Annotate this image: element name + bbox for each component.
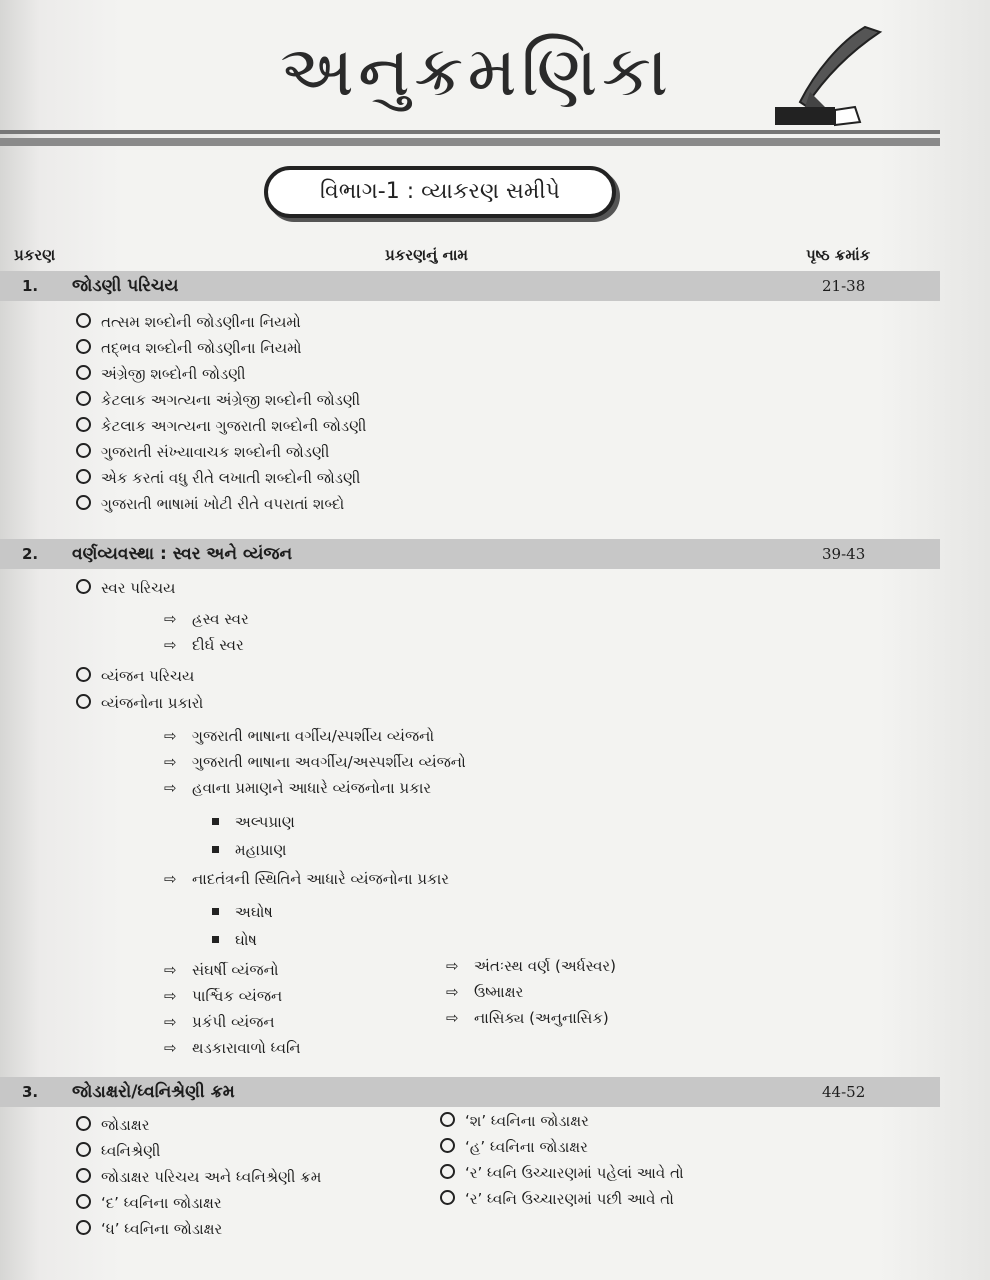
section-title: વર્ણવ્યવસ્થા : સ્વર અને વ્યંજન [72,544,293,564]
list-item: ગુજરાતી સંખ્યાવાચક શબ્દોની જોડણી [76,443,329,461]
circle-bullet-icon [440,1164,455,1179]
sub-sub-item: અઘોષ [212,903,273,921]
sub-item: ⇨ ઉષ્માક્ષર [446,983,524,1001]
circle-bullet-icon [76,694,91,709]
section-header [0,1077,940,1107]
sub-item: ⇨ થડકારાવાળો ધ્વનિ [164,1039,301,1057]
arrow-bullet-icon: ⇨ [164,610,177,628]
list-item: જોડાક્ષર [76,1116,150,1134]
section-title: જોડણી પરિચય [72,276,179,296]
arrow-bullet-icon: ⇨ [164,636,177,654]
square-bullet-icon [212,936,219,943]
column-header-chapter-name: પ્રકરણનું નામ [385,246,468,264]
division-label: વિભાગ-1 : વ્યાકરણ સમીપે [320,179,560,204]
list-item: અંગ્રેજી શબ્દોની જોડણી [76,365,246,383]
section-header [0,271,940,301]
list-item: ‘ધ’ ધ્વનિના જોડાક્ષર [76,1220,222,1238]
square-bullet-icon [212,908,219,915]
circle-bullet-icon [440,1138,455,1153]
circle-bullet-icon [76,1220,91,1235]
arrow-bullet-icon: ⇨ [446,983,459,1001]
list-item: કેટલાક અગત્યના અંગ્રેજી શબ્દોની જોડણી [76,391,360,409]
sub-item: ⇨ ગુજરાતી ભાષાના અવર્ગીય/અસ્પર્શીય વ્યંજનો [164,753,466,771]
sub-item: ⇨ પ્રકંપી વ્યંજન [164,1013,275,1031]
list-item: ‘ર’ ધ્વનિ ઉચ્ચારણમાં પહેલાં આવે તો [440,1164,684,1182]
section-header [0,539,940,569]
circle-bullet-icon [76,1142,91,1157]
sub-item: ⇨ હવાના પ્રમાણને આધારે વ્યંજનોના પ્રકાર [164,779,432,797]
arrow-bullet-icon: ⇨ [164,987,177,1005]
list-item: વ્યંજનોના પ્રકારો [76,694,203,712]
sub-item: ⇨ સંઘર્ષી વ્યંજનો [164,961,279,979]
circle-bullet-icon [76,1194,91,1209]
circle-bullet-icon [76,443,91,458]
list-item: સ્વર પરિચય [76,579,175,597]
section-number: 1. [22,277,39,295]
column-header-chapter: પ્રકરણ [14,246,56,264]
sub-sub-item: ઘોષ [212,931,257,949]
division-label-box [264,166,616,218]
list-item: ગુજરાતી ભાષામાં ખોટી રીતે વપરાતાં શબ્દો [76,495,344,513]
arrow-bullet-icon: ⇨ [446,957,459,975]
arrow-bullet-icon: ⇨ [164,1039,177,1057]
header-rule-thick [0,138,940,146]
circle-bullet-icon [440,1112,455,1127]
arrow-bullet-icon: ⇨ [164,753,177,771]
sub-item: ⇨ નાદતંત્રની સ્થિતિને આધારે વ્યંજનોના પ્રકાર [164,870,450,888]
circle-bullet-icon [76,417,91,432]
list-item: એક કરતાં વધુ રીતે લખાતી શબ્દોની જોડણી [76,469,360,487]
header-rule-thin [0,130,940,134]
list-item: ધ્વનિશ્રેણી [76,1142,160,1160]
sub-item: ⇨ દીર્ઘ સ્વર [164,636,244,654]
circle-bullet-icon [76,579,91,594]
section-number: 3. [22,1083,39,1101]
circle-bullet-icon [76,339,91,354]
square-bullet-icon [212,846,219,853]
page-title: અનુક્રમણિકા [280,30,673,112]
list-item: વ્યંજન પરિચય [76,667,194,685]
section-title: જોડાક્ષરો/ધ્વનિશ્રેણી ક્રમ [72,1082,235,1102]
square-bullet-icon [212,818,219,825]
arrow-bullet-icon: ⇨ [164,727,177,745]
sub-sub-item: મહાપ્રાણ [212,841,286,859]
list-item: કેટલાક અગત્યના ગુજરાતી શબ્દોની જોડણી [76,417,366,435]
list-item: તત્સમ શબ્દોની જોડણીના નિયમો [76,313,301,331]
circle-bullet-icon [76,365,91,380]
list-item: ‘શ’ ધ્વનિના જોડાક્ષર [440,1112,589,1130]
section-page-range: 44-52 [822,1083,866,1101]
section-page-range: 39-43 [822,545,866,563]
sub-item: ⇨ હ્રસ્વ સ્વર [164,610,249,628]
sub-item: ⇨ નાસિક્ય (અનુનાસિક) [446,1009,609,1027]
circle-bullet-icon [76,313,91,328]
list-item: ‘હ’ ધ્વનિના જોડાક્ષર [440,1138,588,1156]
sub-item: ⇨ પાર્શ્વિક વ્યંજન [164,987,283,1005]
circle-bullet-icon [440,1190,455,1205]
circle-bullet-icon [76,1168,91,1183]
arrow-bullet-icon: ⇨ [164,1013,177,1031]
section-number: 2. [22,545,39,563]
circle-bullet-icon [76,391,91,406]
list-item: જોડાક્ષર પરિચય અને ધ્વનિશ્રેણી ક્રમ [76,1168,321,1186]
list-item: ‘દ’ ધ્વનિના જોડાક્ષર [76,1194,222,1212]
circle-bullet-icon [76,667,91,682]
list-item: ‘ર’ ધ્વનિ ઉચ્ચારણમાં પછી આવે તો [440,1190,674,1208]
column-header-page-number: પૃષ્ઠ ક્રમાંક [806,246,871,264]
arrow-bullet-icon: ⇨ [446,1009,459,1027]
arrow-bullet-icon: ⇨ [164,779,177,797]
sub-item: ⇨ અંતઃસ્થ વર્ણ (અર્ધસ્વર) [446,957,617,975]
circle-bullet-icon [76,495,91,510]
section-page-range: 21-38 [822,277,866,295]
sub-sub-item: અલ્પપ્રાણ [212,813,295,831]
circle-bullet-icon [76,1116,91,1131]
arrow-bullet-icon: ⇨ [164,870,177,888]
quill-pen-icon [770,22,890,132]
arrow-bullet-icon: ⇨ [164,961,177,979]
list-item: તદ્‌ભવ શબ્દોની જોડણીના નિયમો [76,339,301,357]
circle-bullet-icon [76,469,91,484]
sub-item: ⇨ ગુજરાતી ભાષાના વર્ગીય/સ્પર્શીય વ્યંજનો [164,727,435,745]
